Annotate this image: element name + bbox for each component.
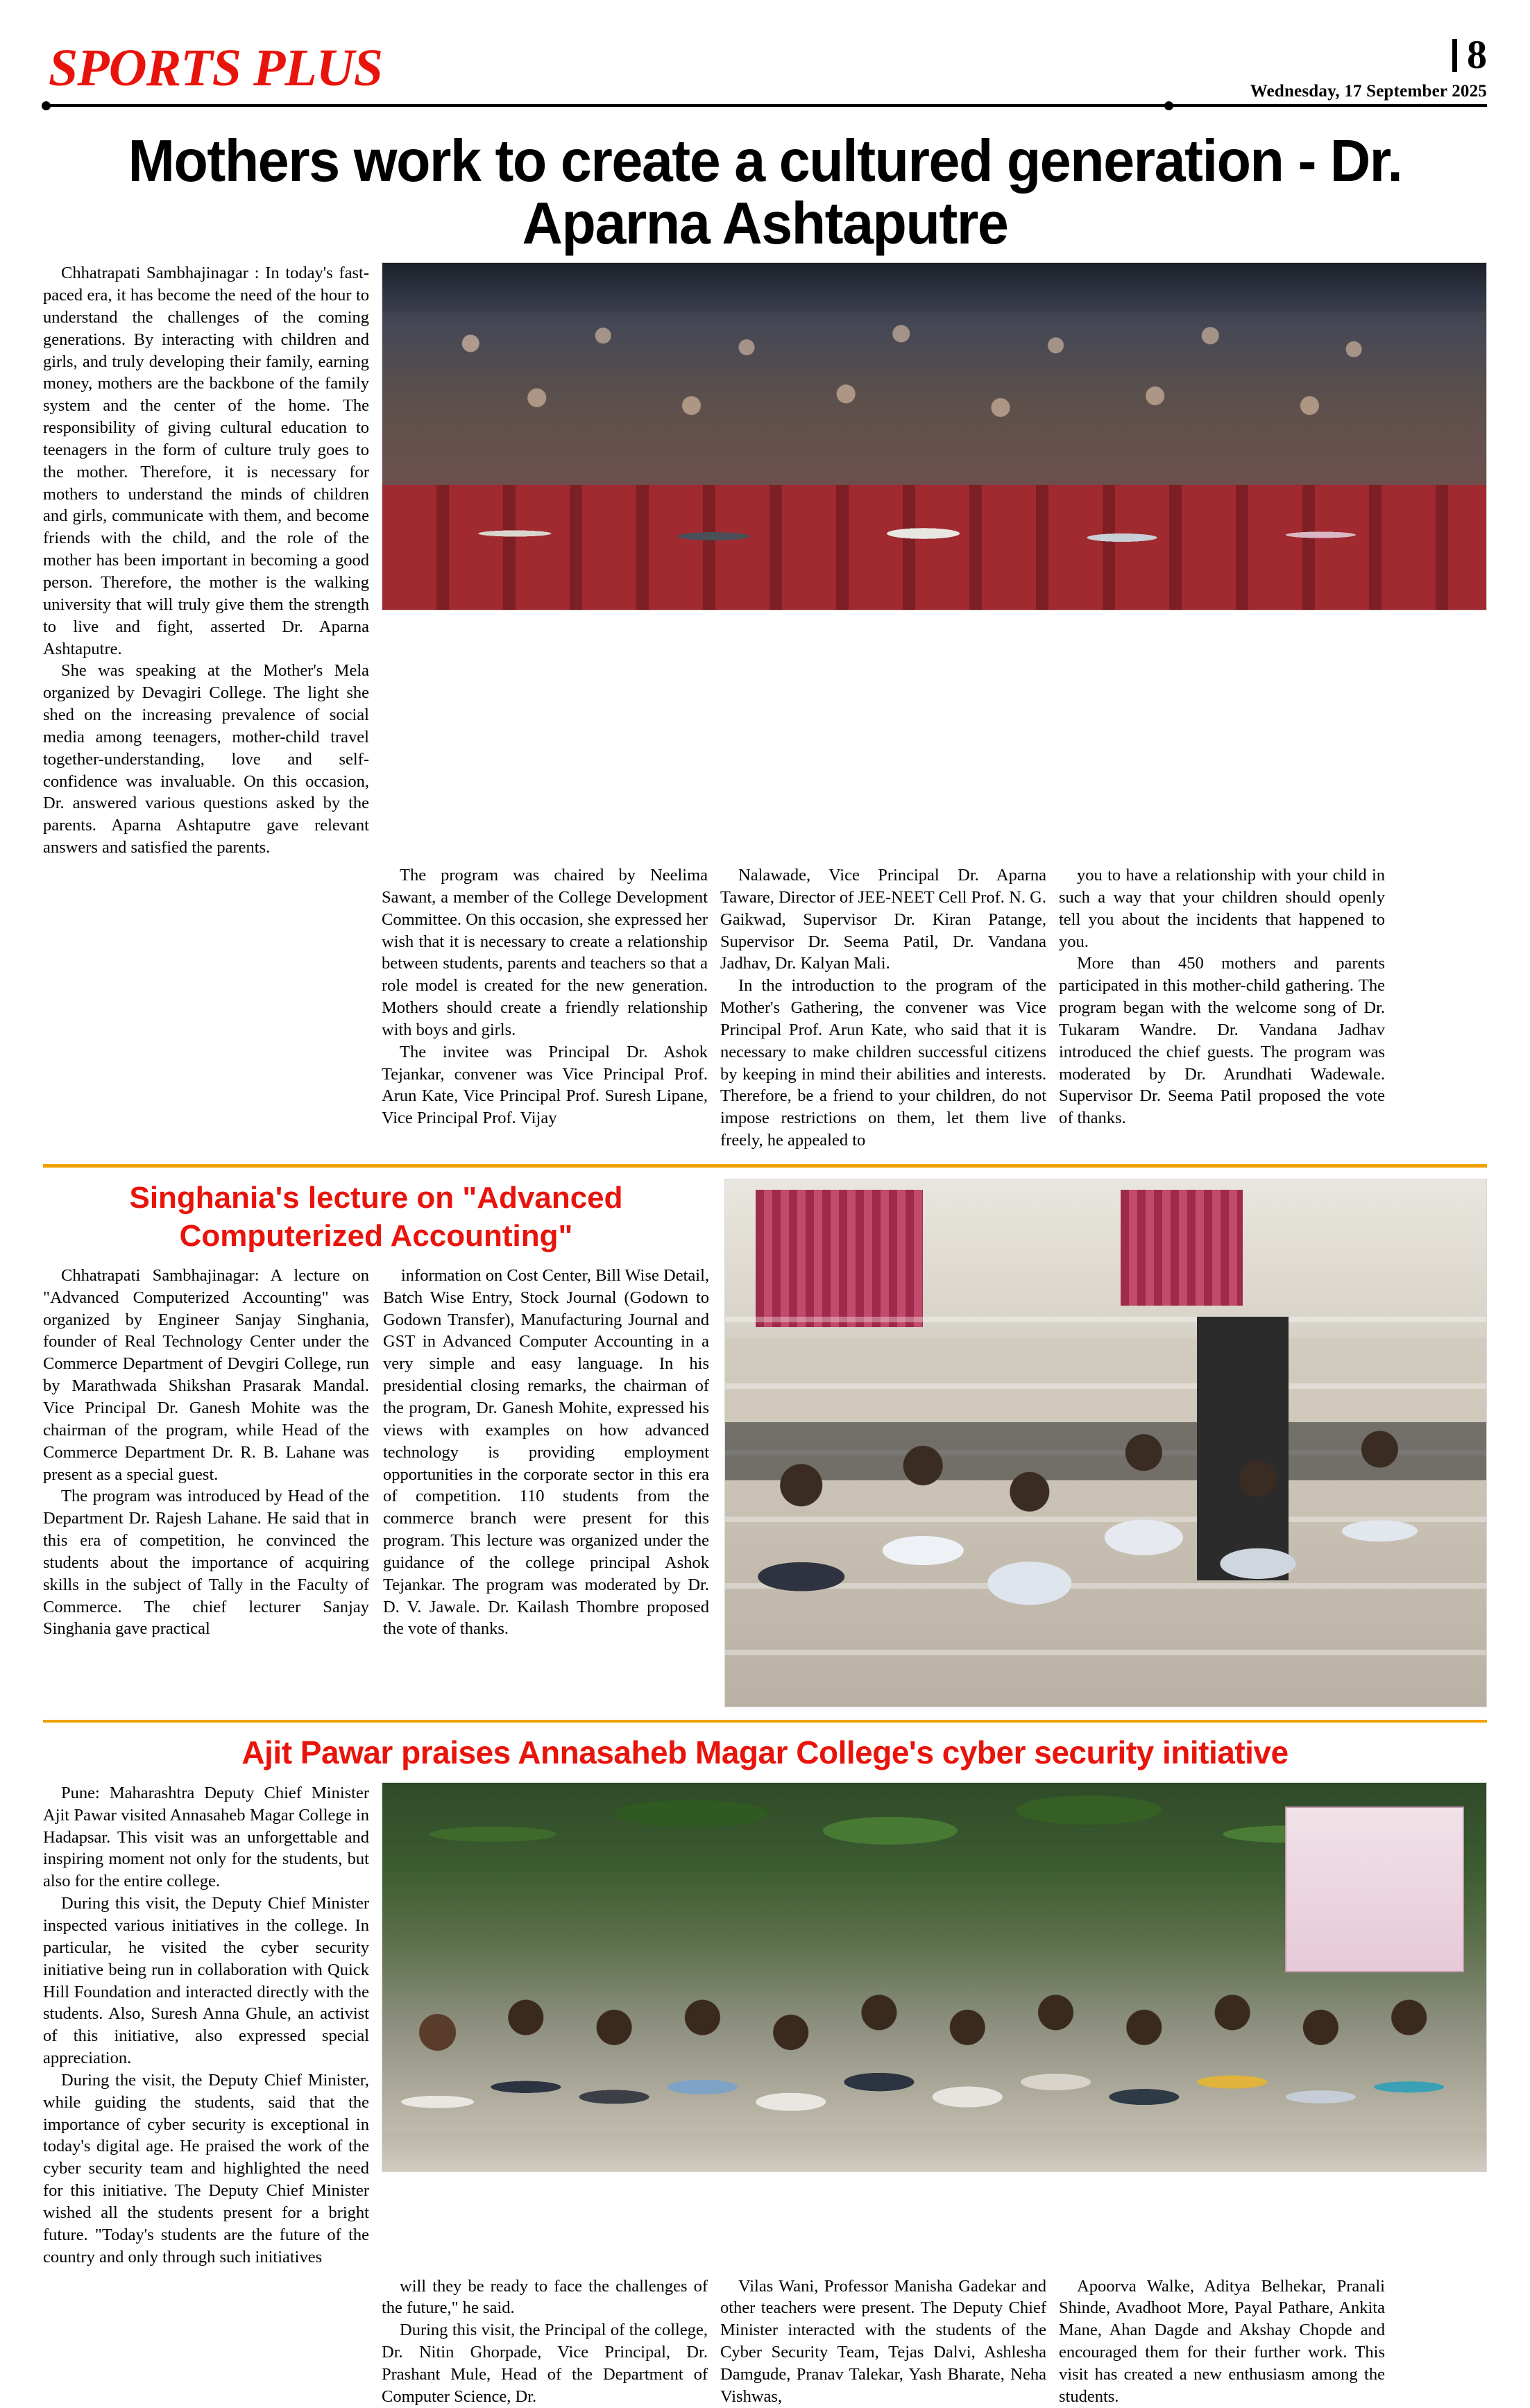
story1-column-4 [1059, 864, 1385, 1152]
photo-detail [1121, 1190, 1243, 1306]
story1-top-block [43, 262, 1487, 859]
section-divider-1 [43, 1164, 1487, 1168]
story3-headline: Ajit Pawar praises Annasaheb Magar College's cyber security initiative [241, 1734, 1289, 1770]
page-number [1452, 32, 1487, 77]
photo-detail [382, 2133, 1486, 2171]
story-singhania-accounting-lecture [43, 1179, 1487, 1707]
story2-column-1 [43, 1265, 369, 1640]
paragraph: Chhatrapati Sambhajinagar: A lecture on "Advanced Computerized Accounting" was organized by Engineer Sanjay Singhania, founder of Real Technology Center under the Commerce Department of Devgiri College, run by Marathwada Shikshan Prasarak Mandal. Vice Principal Dr. Ganesh Mohite was the chairman of the program, while Head of the Commerce Department Dr. R. B. Lahane was present as a special guest. [43, 1265, 369, 1484]
photo-detail [756, 1190, 923, 1327]
story3-column-4 [1059, 2275, 1385, 2408]
story2-headline: Singhania's lecture on "Advanced Computerized Accounting" [129, 1180, 623, 1253]
story1-column-2 [382, 864, 708, 1152]
story3-column-1 [43, 1782, 369, 2269]
issue-date: Wednesday, 17 September 2025 [1250, 82, 1487, 101]
story1-bottom-block [43, 864, 1487, 1152]
paragraph: Pune: Maharashtra Deputy Chief Minister Ajit Pawar visited Annasaheb Magar College in Hadapsar. This visit was an unforgettable and inspiring moment not only for the students, but also for the entire college. [43, 1783, 369, 1891]
paragraph: you to have a relationship with your child in such a way that your children should openly tell you about the incidents that happened to you. [1059, 865, 1385, 951]
story3-column-2 [382, 2275, 708, 2408]
photo-detail [725, 1348, 1486, 1675]
page-number-value: 8 [1467, 32, 1487, 77]
masthead-divider [49, 104, 1487, 107]
paragraph: During this visit, the Deputy Chief Minister inspected various initiatives in the college. In particular, he visited the cyber security initiative being run in collaboration with Quick Hill Foundation and interacted directly with the students. Also, Suresh Anna Ghule, an activist of this initiative, also expressed special appreciation. [43, 1894, 369, 2068]
page-info [1250, 32, 1487, 101]
paragraph: will they be ready to face the challenges of the future," he said. [382, 2276, 708, 2318]
paragraph: The invitee was Principal Dr. Ashok Tejankar, convener was Vice Principal Prof. Arun Kate, Vice Principal Prof. Suresh Lipane, Vice Principal Prof. Vijay [382, 1042, 708, 1128]
masthead [43, 32, 1487, 125]
photo-image [725, 1179, 1486, 1707]
computer-lab-students-photo [724, 1179, 1487, 1707]
story3-bottom-block [43, 2275, 1487, 2408]
story3-column-3 [720, 2275, 1046, 2408]
story1-column-3 [720, 864, 1046, 1152]
paragraph: The program was introduced by Head of the Department Dr. Rajesh Lahane. He said that in this era of competition, he convinced the students about the importance of acquiring skills in the subject of Tally in the Faculty of Commerce. The chief lecturer Sanjay Singhania gave practical [43, 1487, 369, 1639]
story-mothers-cultured-generation [43, 130, 1487, 1152]
paragraph: Nalawade, Vice Principal Dr. Aparna Taware, Director of JEE-NEET Cell Prof. N. G. Gaikwad, Supervisor Dr. Kiran Patange, Supervisor Dr. Seema Patil, Dr. Vandana Jadhav, Dr. Kalyan Mali. [720, 865, 1046, 973]
page-number-bar [1452, 39, 1457, 72]
paragraph: She was speaking at the Mother's Mela organized by Devagiri College. The light she shed on the increasing prevalence of social media among teenagers, mother-child travel together-understanding, love and self-confidence was invaluable. On this occasion, Dr. answered various questions asked by the parents. Aparna Ashtaputre gave relevant answers and satisfied the parents. [43, 661, 369, 857]
story2-column-2 [383, 1265, 709, 1640]
paragraph: Vilas Wani, Professor Manisha Gadekar and other teachers were present. The Deputy Chief Minister interacted with the students of the Cyber Security Team, Tejas Dalvi, Ashlesha Damgude, Pranav Talekar, Yash Bharate, Neha Vishwas, [720, 2276, 1046, 2406]
story1-column-1 [43, 262, 369, 859]
auditorium-audience-photo [382, 262, 1487, 610]
publication-title: SPORTS PLUS [49, 39, 382, 97]
story2-text-block [43, 1179, 709, 1707]
paragraph: During the visit, the Deputy Chief Minister, while guiding the students, said that the importance of cyber security is exceptional in today's digital age. He praised the work of the cyber security team and highlighted the need for this initiative. The Deputy Chief Minister wished all the students present for a bright future. "Today's students are the future of the country and only through such initiatives [43, 2070, 369, 2266]
paragraph: Apoorva Walke, Aditya Belhekar, Pranali Shinde, Avadhoot More, Payal Pathare, Ankita Mane, Ahan Dagde and Akshay Chopde and encouraged them for their further work. This visit has created a new enthusiasm among the students. [1059, 2276, 1385, 2406]
section-divider-2 [43, 1720, 1487, 1723]
paragraph: More than 450 mothers and parents participated in this mother-child gathering. The program began with the welcome song of Dr. Tukaram Wandre. Dr. Vandana Jadhav introduced the chief guests. The program was moderated by Dr. Arundhati Wadewale. Supervisor Dr. Seema Patil proposed the vote of thanks. [1059, 954, 1385, 1128]
paragraph: In the introduction to the program of the Mother's Gathering, the convener was Vice Principal Prof. Arun Kate, who said that it is necessary to make children successful citizens by keeping in mind their abilities and interests. Therefore, be a friend to your children, do not impose restrictions on them, let them live freely, he appealed to [720, 976, 1046, 1150]
story1-headline: Mothers work to create a cultured generation - Dr. Aparna Ashtaputre [128, 128, 1402, 257]
group-photo-cyber-security-team [382, 1782, 1487, 2172]
photo-image [382, 1783, 1486, 2171]
story2-columns [43, 1265, 709, 1640]
paragraph: Chhatrapati Sambhajinagar : In today's fast-paced era, it has become the need of the hour to understand the challenges of the coming generations. By interacting with children and girls, and truly developing their family, earning money, mothers are the backbone of the family system and the center of the home. The responsibility of giving cultural education to teenagers in the form of culture truly goes to the mother. Therefore, it is necessary for mothers to understand the minds of children and girls, communicate with them, and become friends with the child, and the role of the mother has been important in becoming a good person. Therefore, the mother is the walking university that will truly give them the strength to live and fight, asserted Dr. Aparna Ashtaputre. [43, 264, 369, 658]
paragraph: information on Cost Center, Bill Wise Detail, Batch Wise Entry, Stock Journal (Godown to Godown Transfer), Manufacturing Journal and GST in Advanced Computer Accounting in a very simple and easy language. In his presidential closing remarks, the chairman of the program, Dr. Ganesh Mohite, expressed his views with examples on how advanced technology is providing employment opportunities in the corporate sector in this era of competition. 110 students from the commerce branch were present for this program. This lecture was organized under the guidance of the college principal Ashok Tejankar. The program was moderated by Dr. D. V. Jawale. Dr. Kailash Thombre proposed the vote of thanks. [383, 1265, 709, 1639]
photo-image [382, 263, 1486, 610]
story3-top-block [43, 1782, 1487, 2269]
paragraph: During this visit, the Principal of the college, Dr. Nitin Ghorpade, Vice Principal, Dr. Prashant Mule, Head of the Department of Computer Science, Dr. [382, 2321, 708, 2406]
paragraph: The program was chaired by Neelima Sawant, a member of the College Development Committee. On this occasion, she expressed her wish that it is necessary to create a relationship between students, parents and teachers so that a role model is created for the new generation. Mothers should create a friendly relationship with boys and girls. [382, 865, 708, 1039]
story-ajit-pawar-cyber-security [43, 1734, 1487, 2408]
photo-detail [382, 450, 1486, 589]
